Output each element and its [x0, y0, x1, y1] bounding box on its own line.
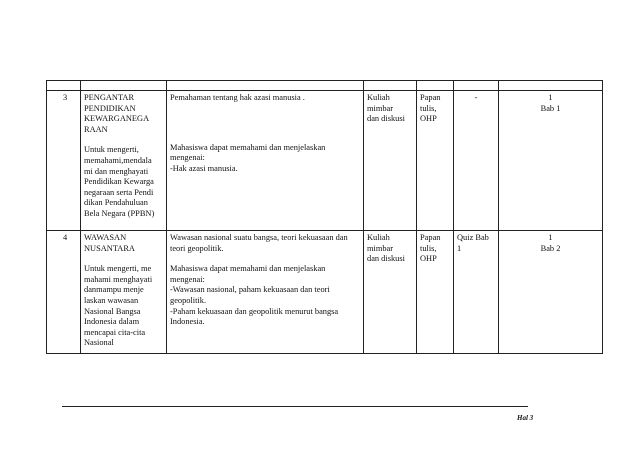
table-row — [47, 91, 603, 231]
course-plan-table — [46, 80, 603, 354]
objective-line: -Hak azasi manusia. — [170, 163, 238, 173]
method-line: dan diskusi — [367, 114, 405, 124]
subtopic-line: mahami menghayati — [84, 274, 153, 284]
header-cell — [454, 81, 499, 91]
table-row — [47, 231, 603, 354]
topic-line: RAAN — [84, 124, 108, 134]
subtopic-line: dikan Pendahuluan — [84, 198, 148, 208]
subtopic-line: mi dan menghayati — [84, 166, 149, 176]
reference-cell — [499, 231, 603, 354]
reference-cell — [499, 91, 603, 231]
reference-line: 1 — [548, 93, 553, 102]
evaluation-cell — [454, 231, 499, 354]
subtopic-line: Indonesia dalam — [84, 317, 140, 327]
method-cell — [364, 91, 417, 231]
objective-line: teori geopolitik. — [170, 243, 224, 253]
objective-line: Mahasiswa dapat memahami dan menjelaskan — [170, 264, 326, 274]
subtopic-line: negaraan serta Pendi — [84, 187, 154, 197]
method-line: dan diskusi — [367, 254, 405, 264]
objective-line: Indonesia. — [170, 317, 205, 327]
row-number — [47, 231, 81, 354]
media-cell — [417, 91, 454, 231]
objective-cell — [167, 91, 364, 231]
evaluation-line: 1 — [457, 243, 462, 253]
media-line: tulis, — [420, 243, 437, 253]
subtopic-line: Pendidikan Kewarga — [84, 177, 154, 187]
method-line: Kuliah — [367, 233, 390, 242]
row-number — [47, 91, 81, 231]
reference-line: Bab 2 — [540, 243, 561, 253]
subtopic-line: Untuk mengerti, me — [84, 264, 152, 274]
objective-line: mengenai: — [170, 274, 205, 284]
row-number-text: 3 — [63, 93, 68, 102]
objective-line: Wawasan nasional suatu bangsa, teori kekuasaan dan — [170, 233, 348, 242]
media-line: Papan — [420, 233, 441, 242]
objective-line: -Wawasan nasional, paham kekuasaan dan teori — [170, 285, 330, 295]
evaluation-line: Quiz Bab — [457, 233, 489, 242]
evaluation-line: - — [474, 93, 478, 102]
evaluation-cell — [454, 91, 499, 231]
media-cell — [417, 231, 454, 354]
method-line: Kuliah — [367, 93, 390, 102]
header-cell — [47, 81, 81, 91]
subtopic-line: Nasional — [84, 338, 114, 348]
objective-line: Pemahaman tentang hak azasi manusia . — [170, 93, 305, 102]
reference-line: Bab 1 — [540, 103, 561, 113]
topic-line: PENGANTAR — [84, 93, 135, 102]
topic-line: KEWARGANEGA — [84, 114, 150, 124]
header-cell — [499, 81, 603, 91]
media-line: Papan — [420, 93, 441, 102]
objective-cell — [167, 231, 364, 354]
topic-line: PENDIDIKAN — [84, 103, 136, 113]
media-line: tulis, — [420, 103, 437, 113]
header-cell — [417, 81, 454, 91]
header-cell — [81, 81, 167, 91]
subtopic-line: Nasional Bangsa — [84, 306, 141, 316]
topic-cell — [81, 91, 167, 231]
subtopic-line: Untuk mengerti, — [84, 145, 139, 155]
objective-line: -Paham kekuasaan dan geopolitik menurut bangsa — [170, 306, 339, 316]
subtopic-line: laskan wawasan — [84, 295, 139, 305]
objective-line: mengenai: — [170, 153, 205, 163]
footer-divider — [62, 406, 528, 407]
media-line: OHP — [420, 114, 437, 124]
method-line: mimbar — [367, 243, 394, 253]
subtopic-line: mencapai cita-cita — [84, 327, 146, 337]
reference-line: 1 — [548, 233, 553, 242]
topic-line: NUSANTARA — [84, 243, 135, 253]
topic-cell — [81, 231, 167, 354]
objective-line: Mahasiswa dapat memahami dan menjelaskan — [170, 142, 326, 152]
subtopic-line: Bela Negara (PPBN) — [84, 208, 155, 218]
method-line: mimbar — [367, 103, 394, 113]
header-cell — [167, 81, 364, 91]
row-number-text: 4 — [63, 233, 68, 242]
header-cell — [364, 81, 417, 91]
objective-line: geopolitik. — [170, 295, 207, 305]
method-cell — [364, 231, 417, 354]
topic-line: WAWASAN — [84, 233, 127, 242]
subtopic-line: danmampu menje — [84, 285, 144, 295]
header-row — [47, 81, 603, 91]
page-number: Hal 3 — [517, 414, 534, 422]
media-line: OHP — [420, 254, 437, 264]
subtopic-line: memahami,mendala — [84, 155, 152, 165]
